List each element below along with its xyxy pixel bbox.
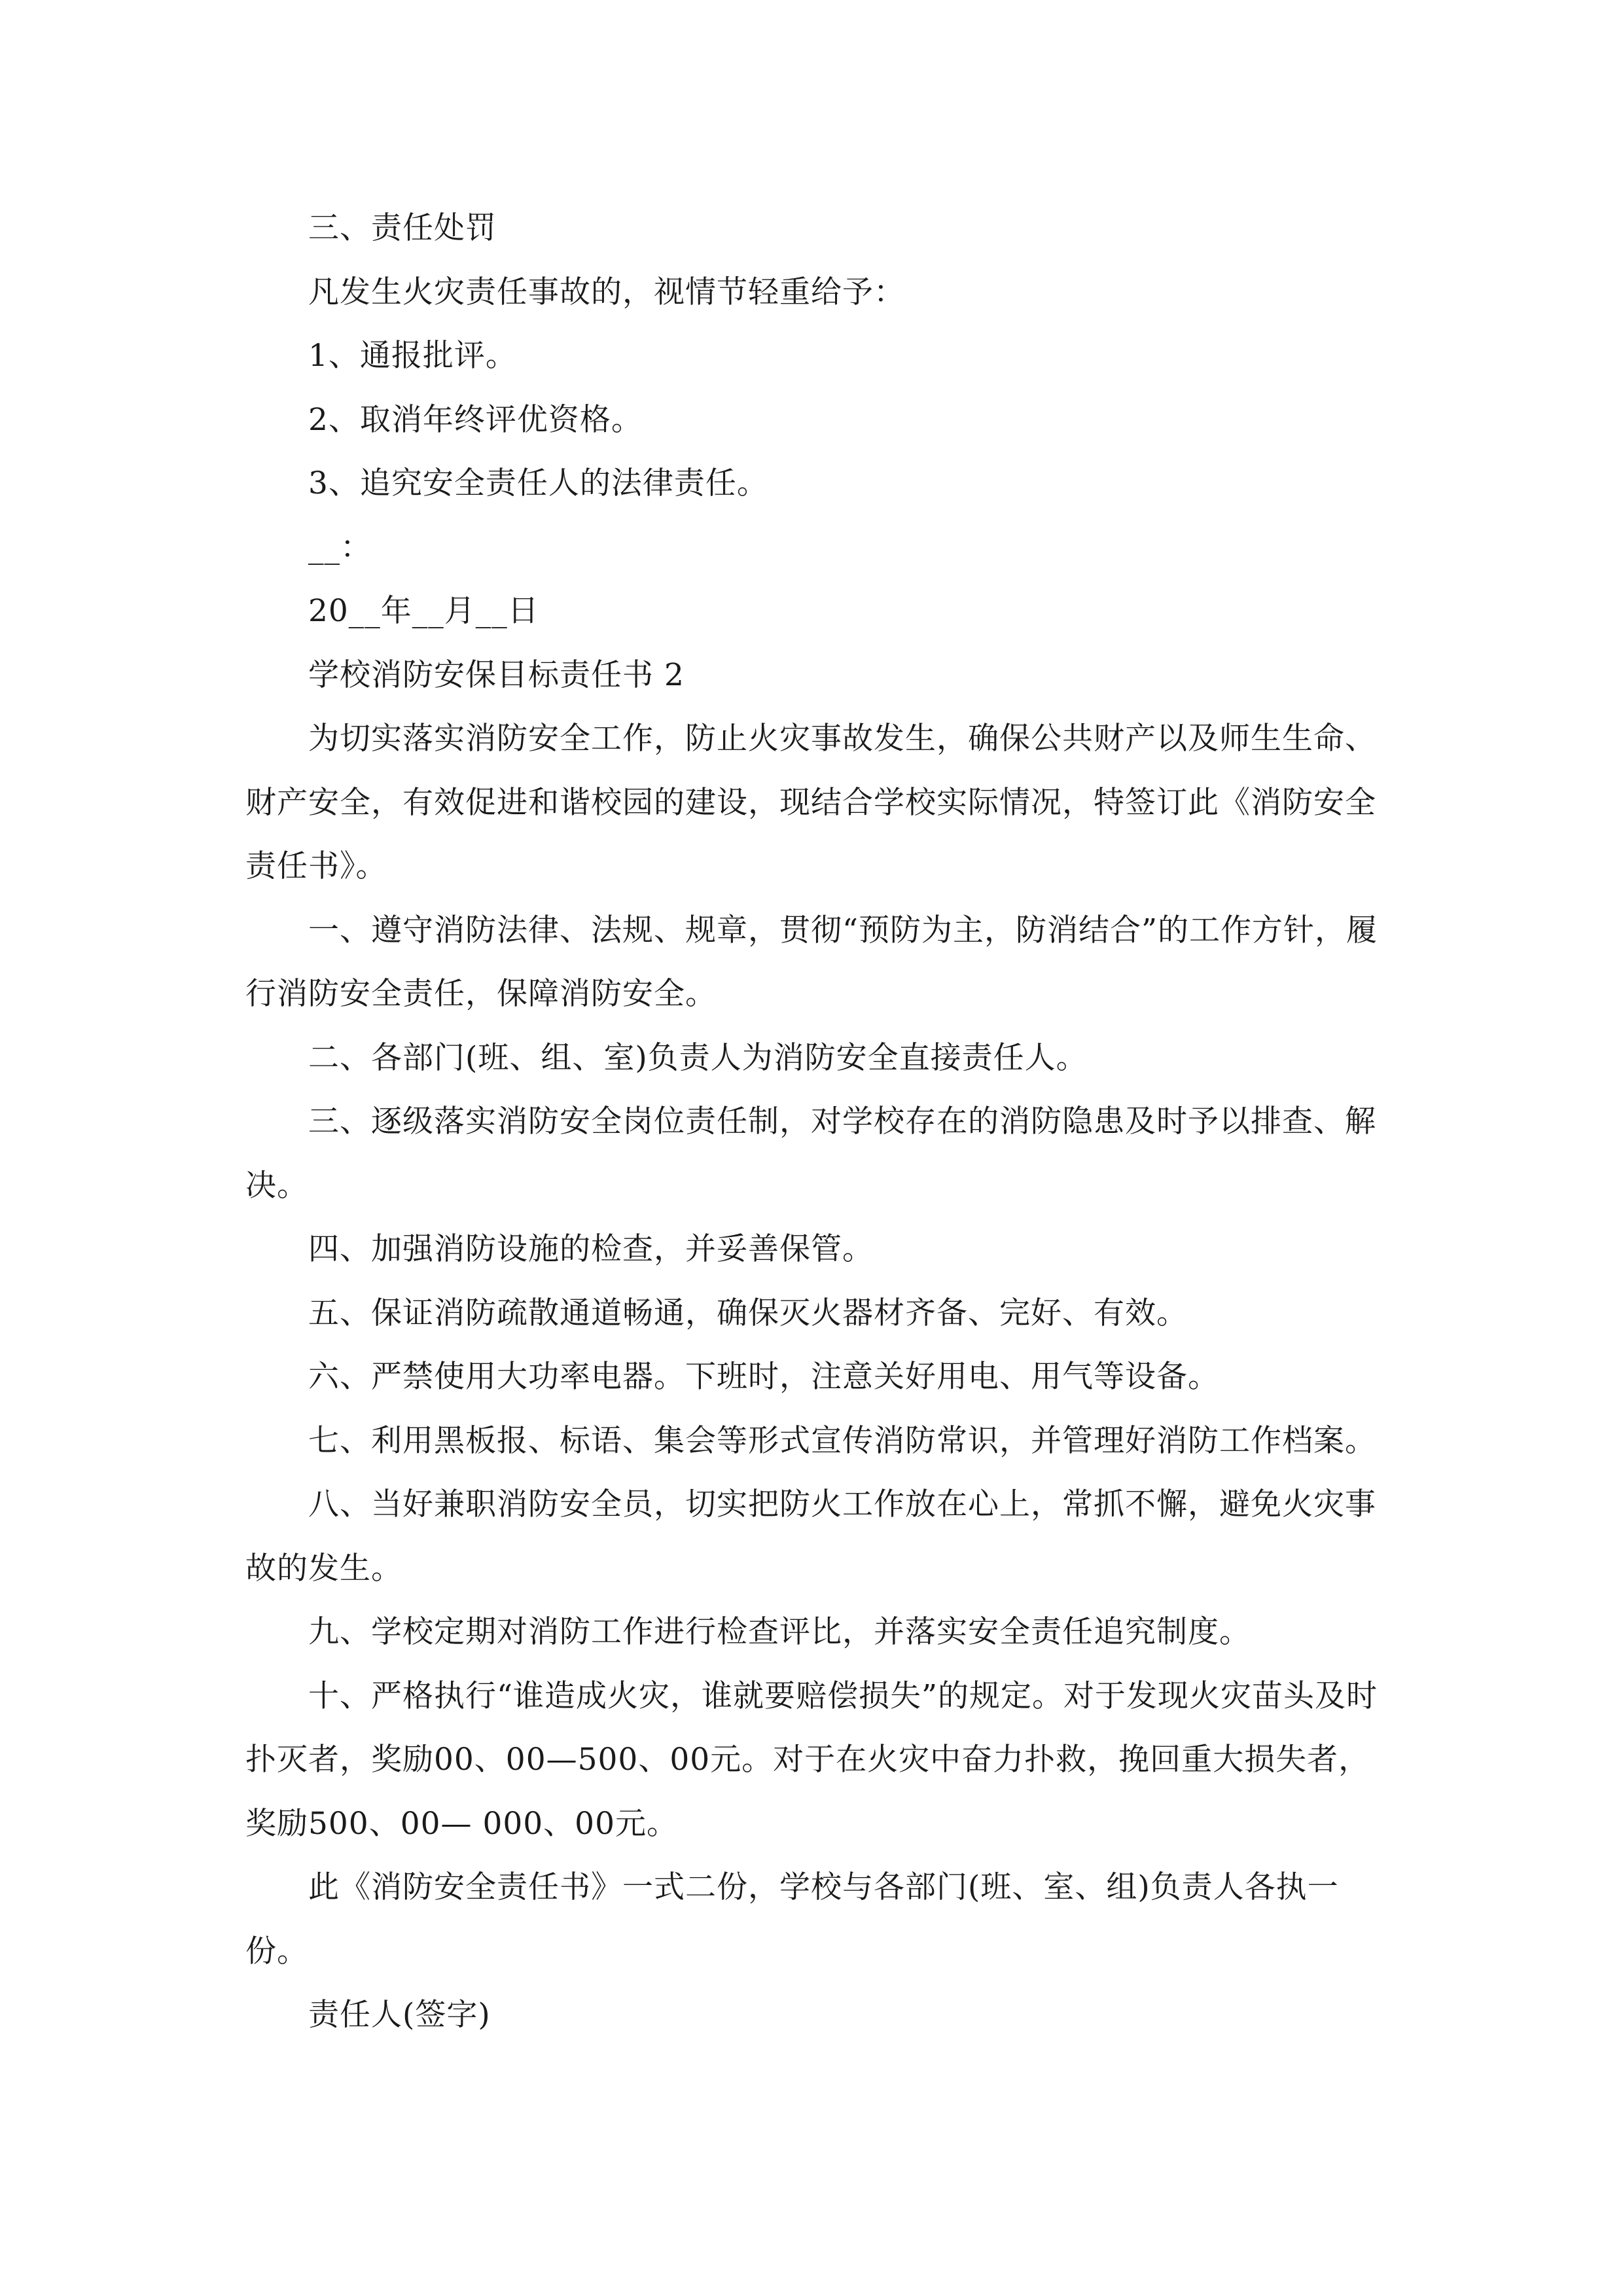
list-item: 1、通报批评。 — [308, 338, 517, 374]
paragraph: 此《消防安全责任书》一式二份，学校与各部门(班、室、组)负责人各执一份。 — [245, 1869, 1339, 1969]
paragraph: 七、利用黑板报、标语、集会等形式宣传消防常识，并管理好消防工作档案。 — [308, 1422, 1376, 1459]
paragraph: 九、学校定期对消防工作进行检查评比，并落实安全责任追究制度。 — [308, 1614, 1251, 1650]
document-title: 学校消防安保目标责任书 2 — [308, 656, 685, 693]
paragraph: 凡发生火灾责任事故的，视情节轻重给予： — [308, 274, 905, 310]
list-item: 2、取消年终评优资格。 — [308, 401, 643, 438]
paragraph: 八、当好兼职消防安全员，切实把防火工作放在心上，常抓不懈，避免火灾事故的发生。 — [245, 1486, 1376, 1587]
paragraph: 为切实落实消防安全工作，防止火灾事故发生，确保公共财产以及师生生命、财产安全，有效促进和谐校园的建设，现结合学校实际情况，特签订此《消防安全责任书》。 — [245, 721, 1376, 884]
signature-party-line: __： — [308, 529, 372, 565]
paragraph: 二、各部门(班、组、室)负责人为消防安全直接责任人。 — [308, 1039, 1088, 1076]
paragraph: 一、遵守消防法律、法规、规章，贯彻“预防为主，防消结合”的工作方针，履行消防安全责任，保障消防安全。 — [245, 912, 1378, 1012]
paragraph: 四、加强消防设施的检查，并妥善保管。 — [308, 1231, 874, 1267]
paragraph: 十、严格执行“谁造成火灾，谁就要赔偿损失”的规定。对于发现火灾苗头及时扑灭者，奖励00、00—500、00元。对于在火灾中奋力扑救，挽回重大损失者，奖励500、00— 000、00元。 — [245, 1677, 1378, 1842]
list-item: 3、追究安全责任人的法律责任。 — [308, 465, 768, 501]
date-line: 20__年__月__日 — [308, 593, 539, 629]
section-heading-penalty: 三、责任处罚 — [308, 210, 497, 246]
paragraph: 三、逐级落实消防安全岗位责任制，对学校存在的消防隐患及时予以排查、解决。 — [245, 1103, 1376, 1204]
signature-line: 责任人(签字) — [308, 1997, 491, 2033]
paragraph: 五、保证消防疏散通道畅通，确保灭火器材齐备、完好、有效。 — [308, 1295, 1188, 1331]
document-body — [245, 196, 1381, 2047]
paragraph: 六、严禁使用大功率电器。下班时，注意关好用电、用气等设备。 — [308, 1359, 1219, 1395]
